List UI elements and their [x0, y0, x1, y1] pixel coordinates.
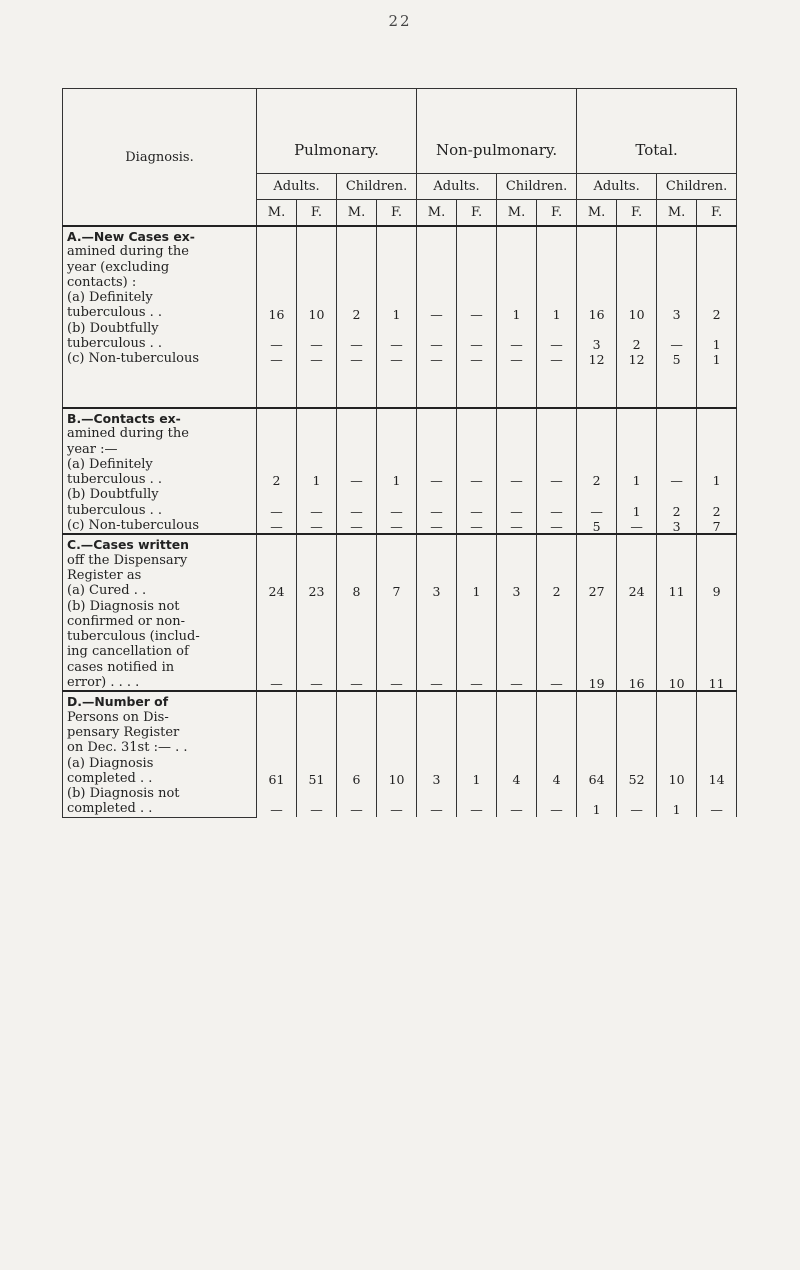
value-column-cell	[457, 534, 497, 691]
table-cell-value: 1	[632, 473, 641, 489]
table-cell-value: 1	[672, 802, 681, 818]
value-column-cell	[657, 691, 697, 817]
table-cell-value: —	[510, 802, 523, 818]
table-cell-value: 1	[392, 473, 401, 489]
table-cell-value: —	[430, 473, 443, 489]
section-b	[63, 408, 737, 534]
table-cell-value: —	[270, 337, 283, 353]
table-cell-value: 2	[352, 306, 361, 322]
section-label	[63, 534, 257, 691]
table-cell-value: 3	[592, 337, 601, 353]
value-column-cell	[697, 226, 737, 408]
table-cell-value: —	[310, 352, 323, 368]
group-header-pulmonary: Pulmonary.	[257, 89, 417, 174]
section-label-line: (a) Definitely	[67, 456, 153, 472]
value-column-cell	[457, 226, 497, 408]
value-column-cell	[497, 408, 537, 534]
section-label-line: cases notified in	[67, 659, 175, 675]
table-cell-value: 16	[588, 306, 605, 322]
section-label-line: completed . .	[67, 770, 153, 786]
table-cell-value: 1	[592, 802, 601, 818]
value-column-cell	[537, 691, 577, 817]
section-label-line: Persons on Dis-	[67, 709, 169, 725]
subgroup-header: Adults.	[257, 174, 337, 200]
value-column-cell	[337, 408, 377, 534]
section-label	[63, 691, 257, 817]
table-cell-value: 10	[668, 676, 685, 692]
table-cell-value: 7	[392, 584, 401, 600]
section-label-line: error) . . . .	[67, 675, 140, 691]
table-cell-value: —	[390, 676, 403, 692]
value-column-cell	[337, 534, 377, 691]
table-cell-value: 2	[712, 503, 721, 519]
table-cell-value: —	[470, 473, 483, 489]
table-cell-value: —	[470, 352, 483, 368]
table-cell-value: —	[470, 519, 483, 535]
value-column-cell	[257, 691, 297, 817]
value-column-cell	[537, 408, 577, 534]
section-label-line: (b) Diagnosis not	[67, 598, 180, 614]
table-cell-value: 64	[588, 771, 605, 787]
table-cell-value: 2	[552, 584, 561, 600]
value-column-cell	[417, 226, 457, 408]
section-heading: C.—Cases written	[67, 537, 189, 553]
section-label-line: on Dec. 31st :— . .	[67, 740, 188, 756]
table-cell-value: 1	[712, 352, 721, 368]
table-cell-value: —	[310, 802, 323, 818]
section-label	[63, 408, 257, 534]
value-column-cell	[497, 226, 537, 408]
table-cell-value: 4	[512, 771, 521, 787]
value-column-cell	[657, 226, 697, 408]
value-column-cell	[537, 534, 577, 691]
table-cell-value: 5	[592, 519, 601, 535]
table-cell-value: —	[670, 337, 683, 353]
table-cell-value: —	[550, 676, 563, 692]
table-cell-value: 3	[432, 771, 441, 787]
table-cell-value: 19	[588, 676, 605, 692]
section-label-line: tuberculous . .	[67, 336, 163, 352]
value-column-cell	[297, 226, 337, 408]
table-cell-value: 23	[308, 584, 325, 600]
table-cell-value: —	[550, 473, 563, 489]
table-cell-value: —	[470, 503, 483, 519]
section-label-line: pensary Register	[67, 724, 180, 740]
sex-header: M.	[497, 200, 537, 227]
sex-header: M.	[257, 200, 297, 227]
section-label-line: (b) Doubtfully	[67, 487, 159, 503]
table-cell-value: —	[470, 337, 483, 353]
table-cell-value: —	[550, 503, 563, 519]
table-cell-value: —	[430, 337, 443, 353]
value-column-cell	[577, 534, 617, 691]
section-label-line: (c) Non-tuberculous	[67, 351, 200, 367]
table-cell-value: —	[430, 306, 443, 322]
table-cell-value: —	[390, 352, 403, 368]
table-cell-value: 3	[512, 584, 521, 600]
table-cell-value: 2	[672, 503, 681, 519]
table-cell-value: 2	[712, 306, 721, 322]
value-column-cell	[257, 534, 297, 691]
table-cell-value: —	[510, 503, 523, 519]
section-d	[63, 691, 737, 817]
value-column-cell	[257, 408, 297, 534]
sex-header: M.	[337, 200, 377, 227]
section-label-line: year :—	[67, 441, 118, 457]
table-cell-value: —	[470, 306, 483, 322]
table-cell-value: —	[350, 337, 363, 353]
table-cell-value: —	[430, 676, 443, 692]
value-column-cell	[257, 226, 297, 408]
table-cell-value: —	[310, 676, 323, 692]
table-cell-value: —	[310, 503, 323, 519]
value-column-cell	[577, 691, 617, 817]
table-cell-value: 7	[712, 519, 721, 535]
table-cell-value: 5	[672, 352, 681, 368]
table-cell-value: 1	[472, 584, 481, 600]
table-cell-value: —	[630, 802, 643, 818]
table-cell-value: 3	[672, 306, 681, 322]
table-cell-value: —	[510, 352, 523, 368]
table-body	[63, 226, 737, 817]
table-cell-value: 12	[588, 352, 605, 368]
diagnosis-header: Diagnosis.	[63, 89, 257, 227]
table-cell-value: 51	[308, 771, 325, 787]
section-label-line: year (excluding	[67, 259, 170, 275]
table-cell-value: 1	[712, 473, 721, 489]
table-cell-value: —	[430, 519, 443, 535]
table-cell-value: —	[550, 352, 563, 368]
table-cell-value: 11	[708, 676, 725, 692]
table-cell-value: 4	[552, 771, 561, 787]
table-cell-value: 9	[712, 584, 721, 600]
dispensary-statistics-table	[62, 88, 737, 818]
section-label-line: (b) Doubtfully	[67, 320, 159, 336]
value-column-cell	[377, 691, 417, 817]
table-cell-value: 3	[672, 519, 681, 535]
table-cell-value: —	[350, 352, 363, 368]
table-cell-value: 24	[268, 584, 285, 600]
section-label-line: (a) Definitely	[67, 290, 153, 306]
table-cell-value: —	[350, 676, 363, 692]
table-cell-value: —	[350, 519, 363, 535]
table-cell-value: —	[430, 352, 443, 368]
section-label-line: confirmed or non-	[67, 613, 185, 629]
sex-header: F.	[617, 200, 657, 227]
value-column-cell	[457, 691, 497, 817]
table-cell-value: —	[470, 676, 483, 692]
table-cell-value: 2	[632, 337, 641, 353]
table-cell-value: —	[510, 676, 523, 692]
section-heading: D.—Number of	[67, 694, 169, 710]
value-column-cell	[617, 534, 657, 691]
table-cell-value: —	[670, 473, 683, 489]
section-label	[63, 226, 257, 408]
table-cell-value: —	[550, 519, 563, 535]
table-cell-value: —	[510, 337, 523, 353]
table-cell-value: 1	[312, 473, 321, 489]
section-label-line: amined during the	[67, 244, 189, 260]
value-column-cell	[457, 408, 497, 534]
table-cell-value: 1	[712, 337, 721, 353]
value-column-cell	[417, 691, 457, 817]
value-column-cell	[617, 226, 657, 408]
section-c	[63, 534, 737, 691]
table-cell-value: —	[710, 802, 723, 818]
table-cell-value: —	[270, 352, 283, 368]
table-cell-value: 2	[592, 473, 601, 489]
value-column-cell	[657, 408, 697, 534]
section-heading: B.—Contacts ex-	[67, 411, 181, 426]
section-label-line: tuberculous . .	[67, 502, 163, 518]
table-cell-value: —	[390, 337, 403, 353]
subgroup-header: Adults.	[417, 174, 497, 200]
table-cell-value: 1	[472, 771, 481, 787]
value-column-cell	[417, 408, 457, 534]
value-column-cell	[417, 534, 457, 691]
sex-header: M.	[657, 200, 697, 227]
table-cell-value: —	[430, 503, 443, 519]
sex-header: M.	[417, 200, 457, 227]
section-label-line: amined during the	[67, 426, 189, 442]
table-cell-value: 12	[628, 352, 645, 368]
sex-header: F.	[297, 200, 337, 227]
value-column-cell	[337, 691, 377, 817]
table-cell-value: 1	[552, 306, 561, 322]
table-cell-value: 8	[352, 584, 361, 600]
sex-header: F.	[537, 200, 577, 227]
page-number: 22	[388, 12, 412, 30]
value-column-cell	[537, 226, 577, 408]
table-cell-value: —	[590, 503, 603, 519]
table-cell-value: 3	[432, 584, 441, 600]
table-cell-value: —	[270, 676, 283, 692]
value-column-cell	[577, 226, 617, 408]
sex-header: F.	[697, 200, 737, 227]
section-label-line: (a) Diagnosis	[67, 755, 154, 771]
group-header-non-pulmonary: Non-pulmonary.	[417, 89, 577, 174]
value-column-cell	[577, 408, 617, 534]
subgroup-header: Children.	[337, 174, 417, 200]
value-column-cell	[617, 408, 657, 534]
value-column-cell	[497, 534, 537, 691]
value-column-cell	[697, 408, 737, 534]
table-cell-value: 10	[628, 306, 645, 322]
section-label-line: contacts) :	[67, 274, 137, 290]
sex-header: F.	[457, 200, 497, 227]
table-cell-value: 1	[392, 306, 401, 322]
section-heading: A.—New Cases ex-	[67, 229, 195, 244]
table-cell-value: —	[390, 503, 403, 519]
table-cell-value: 24	[628, 584, 645, 600]
sex-header: M.	[577, 200, 617, 227]
section-label-line: tuberculous . .	[67, 305, 163, 321]
table-cell-value: —	[470, 802, 483, 818]
section-label-line: off the Dispensary	[67, 552, 188, 568]
table-cell-value: 10	[308, 306, 325, 322]
table-cell-value: —	[550, 802, 563, 818]
sex-header: F.	[377, 200, 417, 227]
table-cell-value: 1	[632, 503, 641, 519]
value-column-cell	[377, 534, 417, 691]
section-label-line: completed . .	[67, 801, 153, 817]
table-cell-value: —	[510, 473, 523, 489]
section-label-line: Register as	[67, 567, 142, 583]
table-cell-value: 2	[272, 473, 281, 489]
table-cell-value: —	[270, 519, 283, 535]
table-cell-value: 52	[628, 771, 645, 787]
subgroup-header: Children.	[657, 174, 737, 200]
table-cell-value: —	[390, 802, 403, 818]
table-cell-value: —	[630, 519, 643, 535]
value-column-cell	[297, 408, 337, 534]
table-cell-value: —	[310, 519, 323, 535]
value-column-cell	[697, 691, 737, 817]
table-cell-value: —	[350, 802, 363, 818]
table-cell-value: 1	[512, 306, 521, 322]
section-label-line: (b) Diagnosis not	[67, 786, 180, 802]
table-cell-value: —	[350, 503, 363, 519]
group-header-total: Total.	[577, 89, 737, 174]
section-label-line: (c) Non-tuberculous	[67, 518, 200, 534]
table-cell-value: 61	[268, 771, 285, 787]
value-column-cell	[337, 226, 377, 408]
value-column-cell	[297, 691, 337, 817]
table-cell-value: 16	[628, 676, 645, 692]
value-column-cell	[617, 691, 657, 817]
table-cell-value: 14	[708, 771, 725, 787]
table-cell-value: 10	[668, 771, 685, 787]
section-label-line: ing cancellation of	[67, 644, 189, 660]
table-cell-value: —	[310, 337, 323, 353]
subgroup-header: Adults.	[577, 174, 657, 200]
subgroup-header: Children.	[497, 174, 577, 200]
value-column-cell	[377, 226, 417, 408]
section-a	[63, 226, 737, 408]
table-cell-value: —	[550, 337, 563, 353]
section-label-line: (a) Cured . .	[67, 583, 147, 599]
table-cell-value: 11	[668, 584, 685, 600]
table-cell-value: 6	[352, 771, 361, 787]
section-label-line: tuberculous . .	[67, 472, 163, 488]
table-cell-value: —	[390, 519, 403, 535]
table-cell-value: 16	[268, 306, 285, 322]
value-column-cell	[377, 408, 417, 534]
table-cell-value: 10	[388, 771, 405, 787]
value-column-cell	[657, 534, 697, 691]
value-column-cell	[697, 534, 737, 691]
table-cell-value: —	[350, 473, 363, 489]
value-column-cell	[497, 691, 537, 817]
section-label-line: tuberculous (includ-	[67, 629, 200, 645]
table-cell-value: —	[510, 519, 523, 535]
value-column-cell	[297, 534, 337, 691]
table-cell-value: —	[430, 802, 443, 818]
table-cell-value: 27	[588, 584, 605, 600]
table-cell-value: —	[270, 802, 283, 818]
table-cell-value: —	[270, 503, 283, 519]
